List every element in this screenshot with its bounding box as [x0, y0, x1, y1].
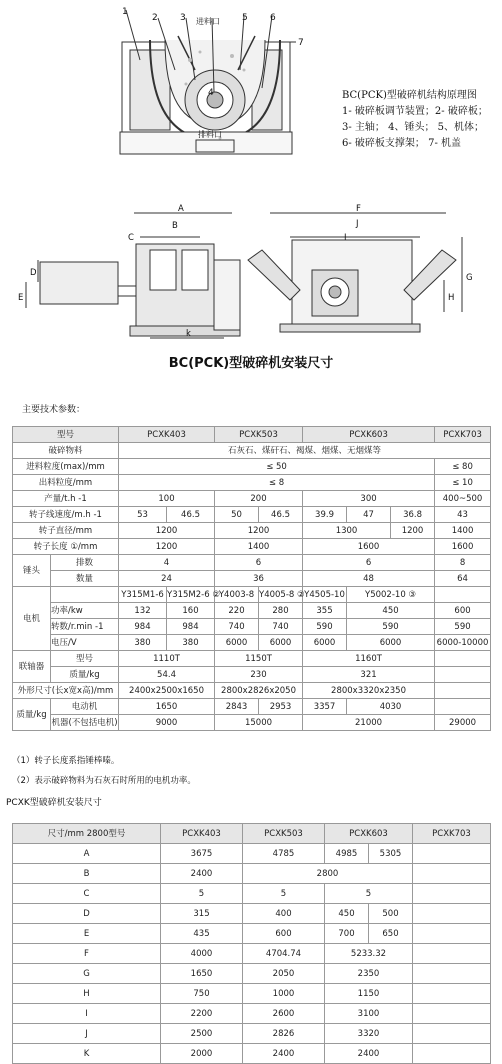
table-cell [413, 904, 491, 924]
table-cell: 1110T [119, 651, 215, 667]
rotor-length-label: 转子长度 ①/mm [13, 539, 119, 555]
table-cell: 2800 [243, 864, 413, 884]
table-cell: 650 [369, 924, 413, 944]
coupling-model-label: 型号 [51, 651, 119, 667]
table-cell: 380 [167, 635, 215, 651]
table-cell: 15000 [215, 715, 303, 731]
speed-label: 转子线速度/m.h -1 [13, 507, 119, 523]
table-cell: 1600 [435, 539, 491, 555]
table-cell: 1200 [215, 523, 303, 539]
feed-size-a: ≤ 50 [119, 459, 435, 475]
legend-line-2: 3- 主轴； 4、锤头； 5、机体； [342, 122, 485, 133]
table-cell: 9000 [119, 715, 215, 731]
material-label: 破碎物料 [13, 443, 119, 459]
table-cell: 4 [119, 555, 215, 571]
table-cell: 6 [303, 555, 435, 571]
table-cell: 1400 [215, 539, 303, 555]
table-row [13, 715, 491, 731]
table-row [13, 964, 491, 984]
table-cell: 2400x2500x1650 [119, 683, 215, 699]
table-cell: 200 [215, 491, 303, 507]
table-cell: 6000 [215, 635, 259, 651]
row-label: G [13, 964, 161, 984]
table-cell: 2953 [259, 699, 303, 715]
table-row [13, 667, 491, 683]
table-cell: 2843 [215, 699, 259, 715]
pcxk-install-title: PCXK型破碎机安装尺寸 [6, 798, 102, 808]
table-row [13, 491, 491, 507]
table-header-cell: PCXK403 [161, 824, 243, 844]
table-cell: Y4505-10 [303, 587, 347, 603]
table-cell: 1200 [119, 523, 215, 539]
table-cell [435, 587, 491, 603]
spec-table [12, 426, 491, 731]
table-cell [413, 864, 491, 884]
table-header-cell: 尺寸/mm 2800型号 [13, 824, 161, 844]
table-cell: 315 [161, 904, 243, 924]
table-cell: 6000 [347, 635, 435, 651]
table-row [13, 475, 491, 491]
table-cell: 700 [325, 924, 369, 944]
voltage-label: 电压/V [51, 635, 119, 651]
table-cell: 1650 [161, 964, 243, 984]
mass-motor-label: 电动机 [51, 699, 119, 715]
table-cell: 2350 [325, 964, 413, 984]
table-cell: 29000 [435, 715, 491, 731]
table-cell: 8 [435, 555, 491, 571]
table-cell: 2000 [161, 1044, 243, 1064]
rotor-diameter-label: 转子直径/mm [13, 523, 119, 539]
capacity-label: 产量/t.h -1 [13, 491, 119, 507]
table-cell: 1400 [435, 523, 491, 539]
dim-label-e: E [18, 293, 24, 303]
table-row [13, 619, 491, 635]
structure-legend [342, 88, 502, 152]
table-cell: 1000 [243, 984, 325, 1004]
dim-label-f: F [356, 204, 361, 214]
mass-machine-label: 机器(不包括电机) [51, 715, 119, 731]
table-cell: 450 [347, 603, 435, 619]
table-cell: 6000 [259, 635, 303, 651]
table-cell: 750 [161, 984, 243, 1004]
table-cell: 600 [435, 603, 491, 619]
table-cell: 4000 [161, 944, 243, 964]
hammer-rows-label: 排数 [51, 555, 119, 571]
note-1: （1）转子长度系指锤棒嗪。 [12, 756, 120, 766]
table-cell: 1200 [119, 539, 215, 555]
table-cell: 36 [215, 571, 303, 587]
table-cell: 590 [435, 619, 491, 635]
table-row [13, 699, 491, 715]
table-cell: 2050 [243, 964, 325, 984]
legend-line-1: 1- 破碎板调节装置；2- 破碎板； [342, 106, 488, 117]
table-cell: 21000 [303, 715, 435, 731]
table-cell: 5233.32 [325, 944, 413, 964]
model-503: PCXK503 [215, 427, 303, 443]
table-row [13, 587, 491, 603]
table-row [13, 924, 491, 944]
table-cell [413, 1044, 491, 1064]
model-703: PCXK703 [435, 427, 491, 443]
dim-label-j: J [356, 219, 359, 229]
hammer-label: 锤头 [13, 555, 51, 587]
table-row [13, 944, 491, 964]
callout-3: 3 [180, 13, 186, 23]
table-cell: 2200 [161, 1004, 243, 1024]
table-cell: 46.5 [259, 507, 303, 523]
table-cell: 48 [303, 571, 435, 587]
table-row [13, 1044, 491, 1064]
table-cell: 36.8 [391, 507, 435, 523]
table-row [13, 443, 491, 459]
output-size-b: ≤ 10 [435, 475, 491, 491]
table-cell: 230 [215, 667, 303, 683]
table-cell: 3357 [303, 699, 347, 715]
row-label: A [13, 844, 161, 864]
table-header-cell: PCXK503 [243, 824, 325, 844]
table-row [13, 635, 491, 651]
table-cell: 400~500 [435, 491, 491, 507]
table-cell [435, 699, 491, 715]
model-603: PCXK603 [303, 427, 435, 443]
table-row [13, 539, 491, 555]
dim-label-d: D [30, 268, 37, 278]
coupling-mass-label: 质量/kg [51, 667, 119, 683]
legend-line-3: 6- 破碎板支撑架； 7- 机盖 [342, 138, 462, 149]
callout-4: 4 [208, 88, 214, 98]
table-cell [435, 651, 491, 667]
row-label: E [13, 924, 161, 944]
table-cell [413, 844, 491, 864]
table-cell: 47 [347, 507, 391, 523]
table-cell: 590 [347, 619, 435, 635]
table-row [13, 459, 491, 475]
table-cell: 2400 [325, 1044, 413, 1064]
table-cell: 160 [167, 603, 215, 619]
table-cell: 46.5 [167, 507, 215, 523]
table-cell: 2800x2826x2050 [215, 683, 303, 699]
table-row [13, 603, 491, 619]
table-cell: 220 [215, 603, 259, 619]
table-cell: 435 [161, 924, 243, 944]
table-header-row [13, 824, 491, 844]
table-cell: 2400 [243, 1044, 325, 1064]
table-cell: 50 [215, 507, 259, 523]
motor-model-cell [51, 587, 119, 603]
notes [12, 751, 196, 791]
feed-label: 进料口 [196, 17, 220, 26]
dim-label-c: C [128, 233, 134, 243]
table-cell: 1650 [119, 699, 215, 715]
callout-7: 7 [298, 38, 304, 48]
callout-2: 2 [152, 13, 158, 23]
install-title: BC(PCK)型破碎机安装尺寸 [168, 356, 334, 371]
table-header-cell: PCXK703 [413, 824, 491, 844]
model-label: 型号 [13, 427, 119, 443]
table-cell: 1150T [215, 651, 303, 667]
table-cell: 6 [215, 555, 303, 571]
table-row [13, 1004, 491, 1024]
table-row [13, 864, 491, 884]
table-cell: 280 [259, 603, 303, 619]
table-cell: 1160T [303, 651, 435, 667]
table-cell: 64 [435, 571, 491, 587]
coupling-label: 联轴器 [13, 651, 51, 683]
table-cell [435, 667, 491, 683]
row-label: C [13, 884, 161, 904]
feed-size-label: 进料粒度(max)/mm [13, 459, 119, 475]
feed-size-b: ≤ 80 [435, 459, 491, 475]
table-row [13, 571, 491, 587]
table-cell: 6000 [303, 635, 347, 651]
table-cell: 5 [161, 884, 243, 904]
table-row [13, 984, 491, 1004]
row-label: F [13, 944, 161, 964]
dim-label-k: k [186, 329, 191, 339]
table-cell [413, 964, 491, 984]
table-cell [413, 1004, 491, 1024]
table-cell: 1300 [303, 523, 391, 539]
table-cell: Y4003-8 [215, 587, 259, 603]
table-cell: 300 [303, 491, 435, 507]
table-cell: 5305 [369, 844, 413, 864]
table-cell [413, 984, 491, 1004]
note-2: （2）表示破碎物料为石灰石时所用的电机功率。 [12, 776, 196, 786]
table-cell: 6000-10000 [435, 635, 491, 651]
dim-label-h: H [448, 293, 455, 303]
table-row [13, 507, 491, 523]
table-cell: 1200 [391, 523, 435, 539]
table-row [13, 427, 491, 443]
callout-1: 1 [122, 7, 128, 17]
table-cell: 54.4 [119, 667, 215, 683]
motor-label: 电机 [13, 587, 51, 651]
callout-6: 6 [270, 13, 276, 23]
row-label: D [13, 904, 161, 924]
table-cell: 2600 [243, 1004, 325, 1024]
crusher-structure-diagram [0, 0, 340, 165]
material-value: 石灰石、煤矸石、褐煤、烟煤、无烟煤等 [119, 443, 491, 459]
table-cell: 380 [119, 635, 167, 651]
table-header-cell: PCXK603 [325, 824, 413, 844]
table-cell: 355 [303, 603, 347, 619]
table-cell: 39.9 [303, 507, 347, 523]
table-cell: 740 [215, 619, 259, 635]
row-label: K [13, 1044, 161, 1064]
table-row [13, 683, 491, 699]
table-cell: 500 [369, 904, 413, 924]
table-cell [435, 683, 491, 699]
table-row [13, 904, 491, 924]
table-cell: 100 [119, 491, 215, 507]
row-label: H [13, 984, 161, 1004]
rpm-label: 转数/r.min -1 [51, 619, 119, 635]
legend-title: BC(PCK)型破碎机结构原理图 [342, 90, 477, 101]
table-cell: 3320 [325, 1024, 413, 1044]
overall-size-label: 外形尺寸(长x宽x高)/mm [13, 683, 119, 699]
table-cell: 5 [243, 884, 325, 904]
table-cell: 590 [303, 619, 347, 635]
mass-label: 质量/kg [13, 699, 51, 731]
table-cell: 3675 [161, 844, 243, 864]
table-cell [413, 924, 491, 944]
power-label: 功率/kw [51, 603, 119, 619]
dim-label-i: I [344, 233, 347, 243]
table-cell: 321 [303, 667, 435, 683]
table-cell: 132 [119, 603, 167, 619]
table-cell [413, 884, 491, 904]
install-dimension-drawing [0, 200, 502, 345]
row-label: J [13, 1024, 161, 1044]
table-row [13, 523, 491, 539]
table-cell: Y315M1-6 [119, 587, 167, 603]
table-cell: 2500 [161, 1024, 243, 1044]
dim-label-b: B [172, 221, 178, 231]
table-cell: 2800x3320x2350 [303, 683, 435, 699]
table-cell: 4030 [347, 699, 435, 715]
row-label: I [13, 1004, 161, 1024]
table-cell: Y4005-8 ② [259, 587, 303, 603]
table-row [13, 555, 491, 571]
dim-label-g: G [466, 273, 473, 283]
table-cell: 450 [325, 904, 369, 924]
table-cell: 2826 [243, 1024, 325, 1044]
row-label: B [13, 864, 161, 884]
table-cell: 984 [167, 619, 215, 635]
table-cell: 984 [119, 619, 167, 635]
hammer-count-label: 数量 [51, 571, 119, 587]
table-cell: Y315M2-6 ② [167, 587, 215, 603]
table-cell: 400 [243, 904, 325, 924]
table-row [13, 1024, 491, 1044]
table-row [13, 844, 491, 864]
params-title: 主要技术参数： [22, 405, 86, 415]
table-cell: 4704.74 [243, 944, 325, 964]
table-cell: 1600 [303, 539, 435, 555]
table-cell: 2400 [161, 864, 243, 884]
table-cell: 4985 [325, 844, 369, 864]
table-cell: 5 [325, 884, 413, 904]
output-size-label: 出料粒度/mm [13, 475, 119, 491]
discharge-label: 排料口 [198, 130, 222, 139]
table-cell: 600 [243, 924, 325, 944]
table-row [13, 884, 491, 904]
table-cell: Y5002-10 ③ [347, 587, 435, 603]
callout-5: 5 [242, 13, 248, 23]
model-403: PCXK403 [119, 427, 215, 443]
table-cell: 3100 [325, 1004, 413, 1024]
table-row [13, 651, 491, 667]
table-cell: 53 [119, 507, 167, 523]
output-size-a: ≤ 8 [119, 475, 435, 491]
table-cell [413, 944, 491, 964]
table-cell: 740 [259, 619, 303, 635]
table-cell: 43 [435, 507, 491, 523]
table-cell: 24 [119, 571, 215, 587]
table-cell [413, 1024, 491, 1044]
dim-label-a: A [178, 204, 184, 214]
dimension-table [12, 823, 491, 1064]
table-cell: 4785 [243, 844, 325, 864]
table-cell: 1150 [325, 984, 413, 1004]
